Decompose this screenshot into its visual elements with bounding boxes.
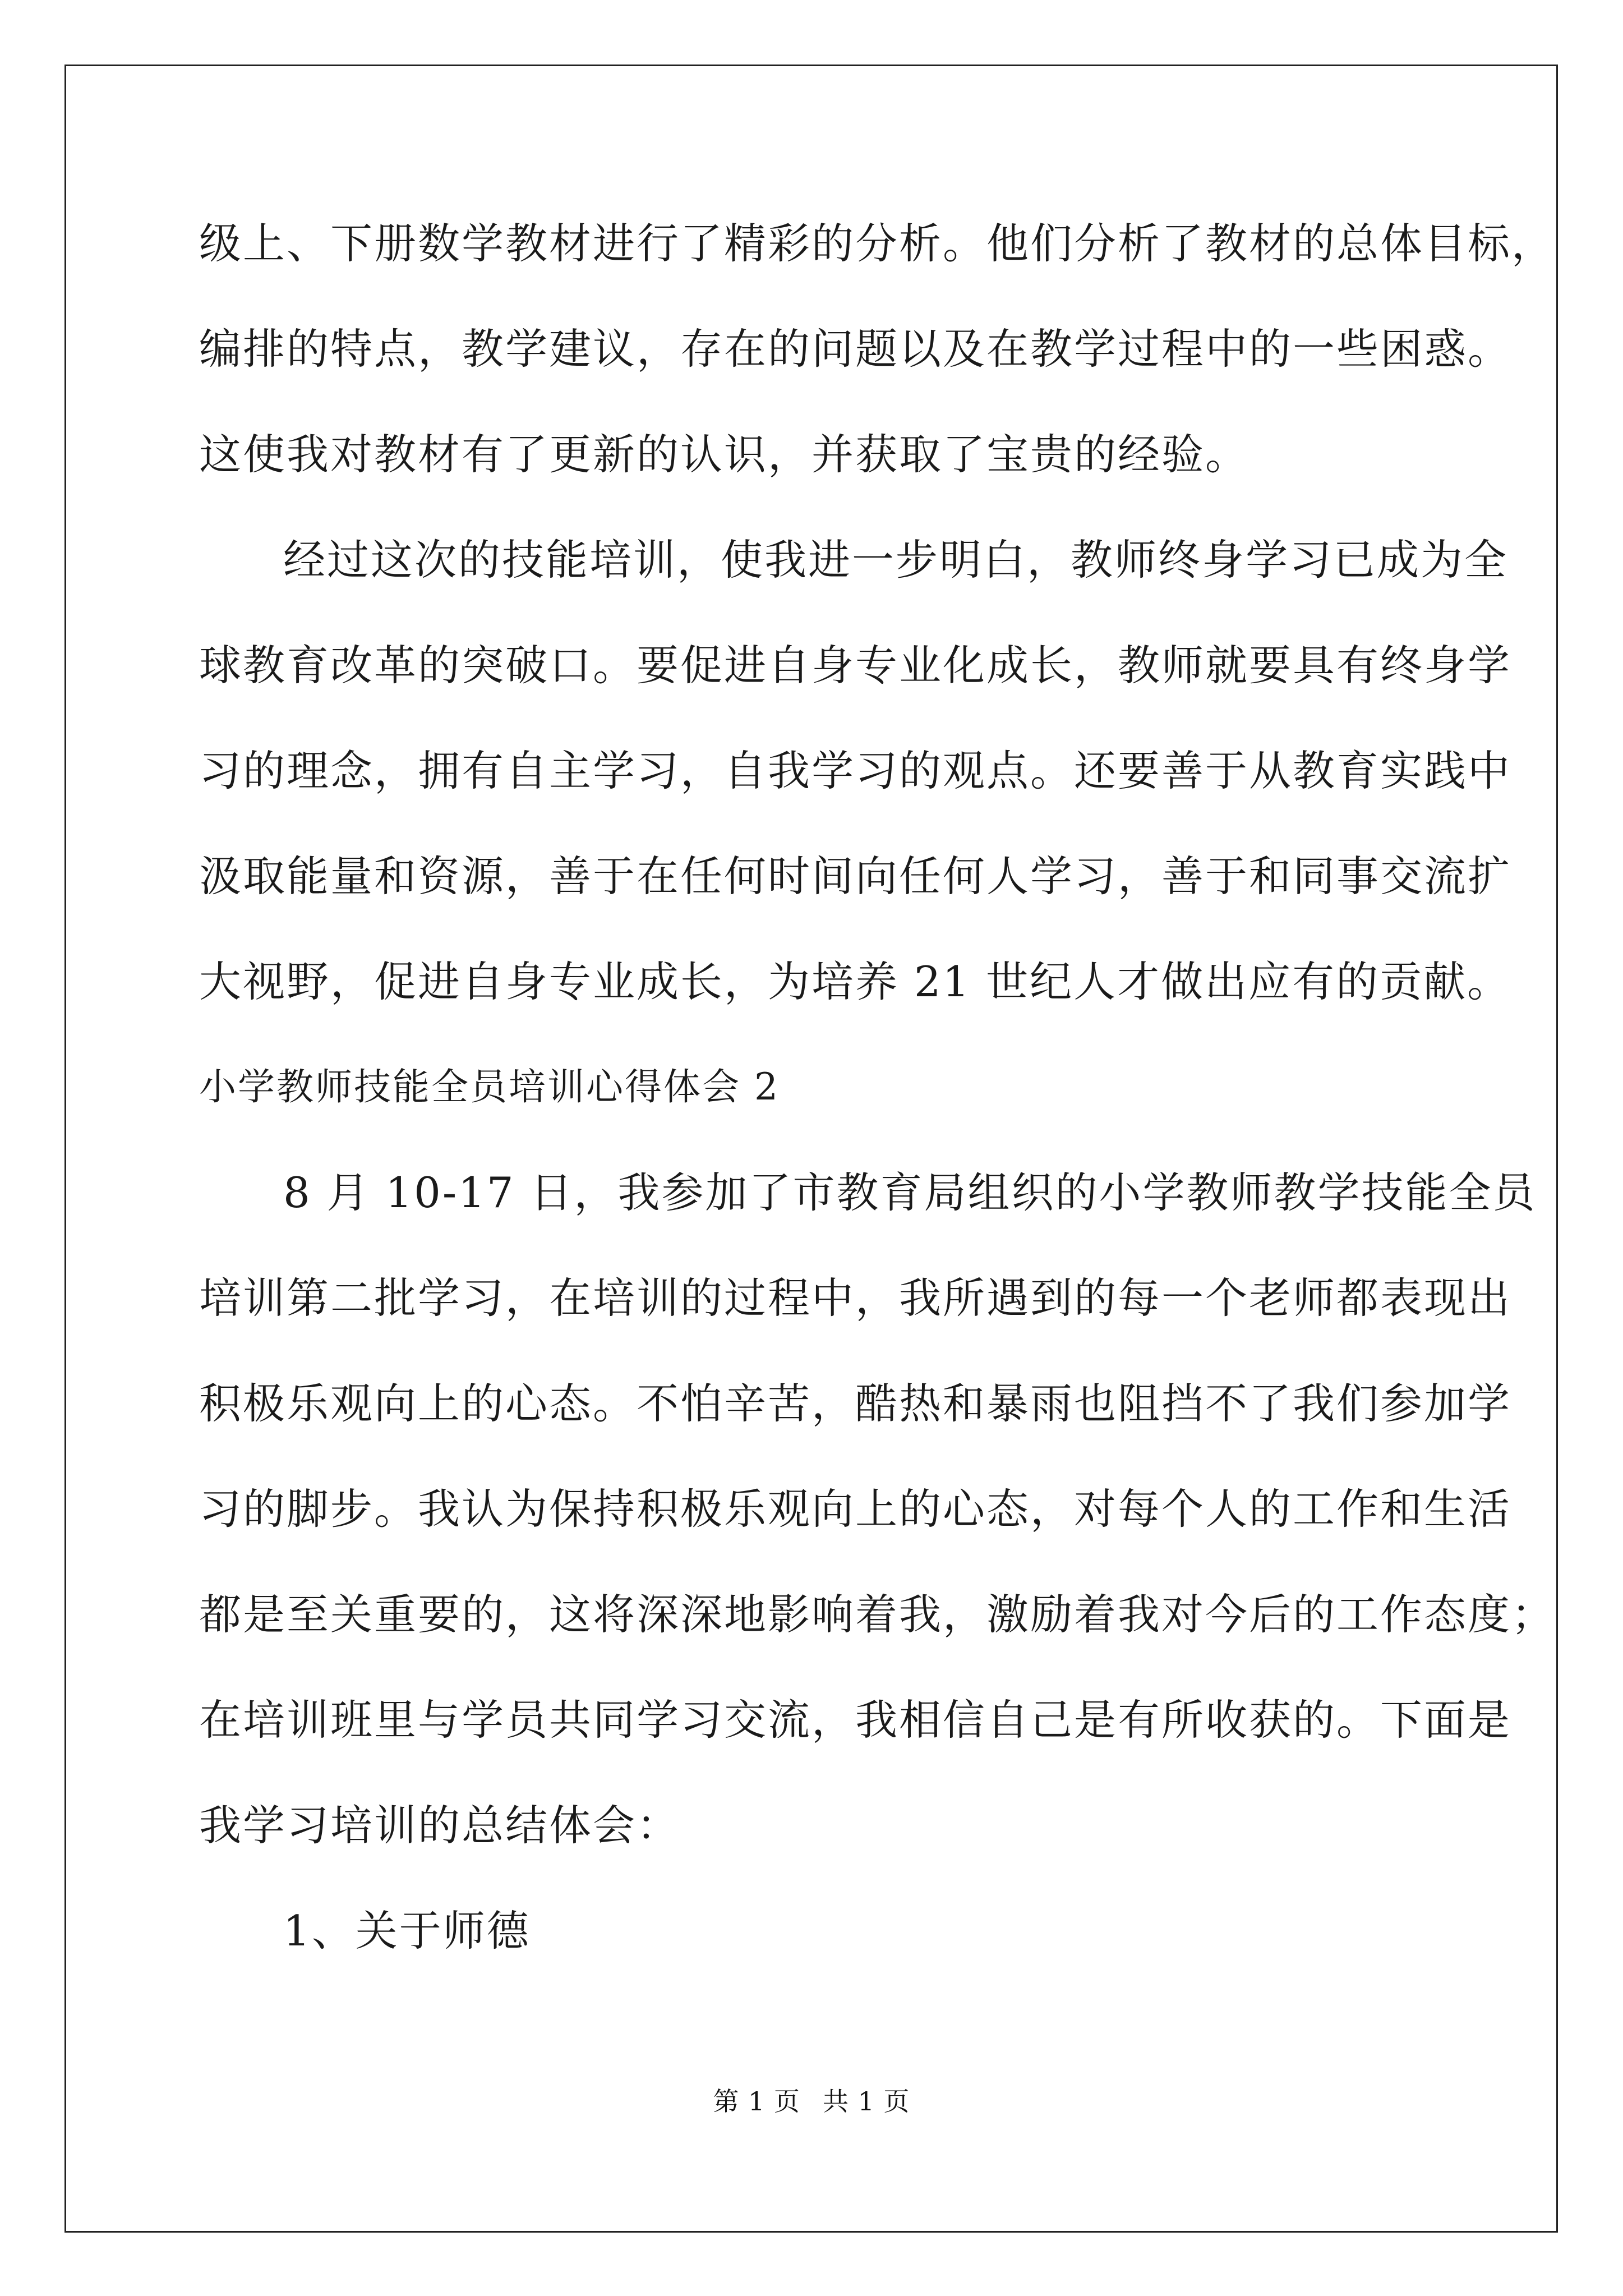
page-number: 第 1 页 bbox=[713, 2086, 800, 2116]
text-line: 级上、下册数学教材进行了精彩的分析。他们分析了教材的总体目标， bbox=[199, 219, 1556, 268]
text-line: 球教育改革的突破口。要促进自身专业化成长，教师就要具有终身学 bbox=[199, 641, 1512, 690]
text-line: 积极乐观向上的心态。不怕辛苦，酷热和暴雨也阻挡不了我们参加学 bbox=[199, 1379, 1512, 1428]
section-heading: 小学教师技能全员培训心得体会 2 bbox=[199, 1065, 780, 1108]
page-total: 共 1 页 bbox=[823, 2086, 910, 2116]
text-line: 8 月 10-17 日，我参加了市教育局组织的小学教师教学技能全员 bbox=[283, 1168, 1537, 1217]
text-line: 习的理念，拥有自主学习，自我学习的观点。还要善于从教育实践中 bbox=[199, 746, 1512, 795]
text-line: 汲取能量和资源，善于在任何时间向任何人学习，善于和同事交流扩 bbox=[199, 852, 1512, 901]
page-footer bbox=[0, 2081, 1623, 2118]
text-line: 这使我对教材有了更新的认识，并获取了宝贵的经验。 bbox=[199, 430, 1249, 479]
text-line: 编排的特点，教学建议，存在的问题以及在教学过程中的一些困惑。 bbox=[199, 324, 1512, 374]
list-item-heading: 1、关于师德 bbox=[283, 1906, 531, 1955]
text-line: 在培训班里与学员共同学习交流，我相信自己是有所收获的。下面是 bbox=[199, 1695, 1512, 1745]
text-line: 经过这次的技能培训，使我进一步明白，教师终身学习已成为全 bbox=[283, 535, 1509, 585]
text-line: 大视野，促进自身专业成长，为培养 21 世纪人才做出应有的贡献。 bbox=[199, 957, 1511, 1006]
document-body bbox=[199, 191, 1556, 1984]
text-line: 培训第二批学习，在培训的过程中，我所遇到的每一个老师都表现出 bbox=[199, 1273, 1512, 1323]
text-line: 都是至关重要的，这将深深地影响着我，激励着我对今后的工作态度； bbox=[199, 1590, 1556, 1639]
text-line: 习的脚步。我认为保持积极乐观向上的心态，对每个人的工作和生活 bbox=[199, 1484, 1512, 1534]
text-line: 我学习培训的总结体会： bbox=[199, 1801, 681, 1850]
